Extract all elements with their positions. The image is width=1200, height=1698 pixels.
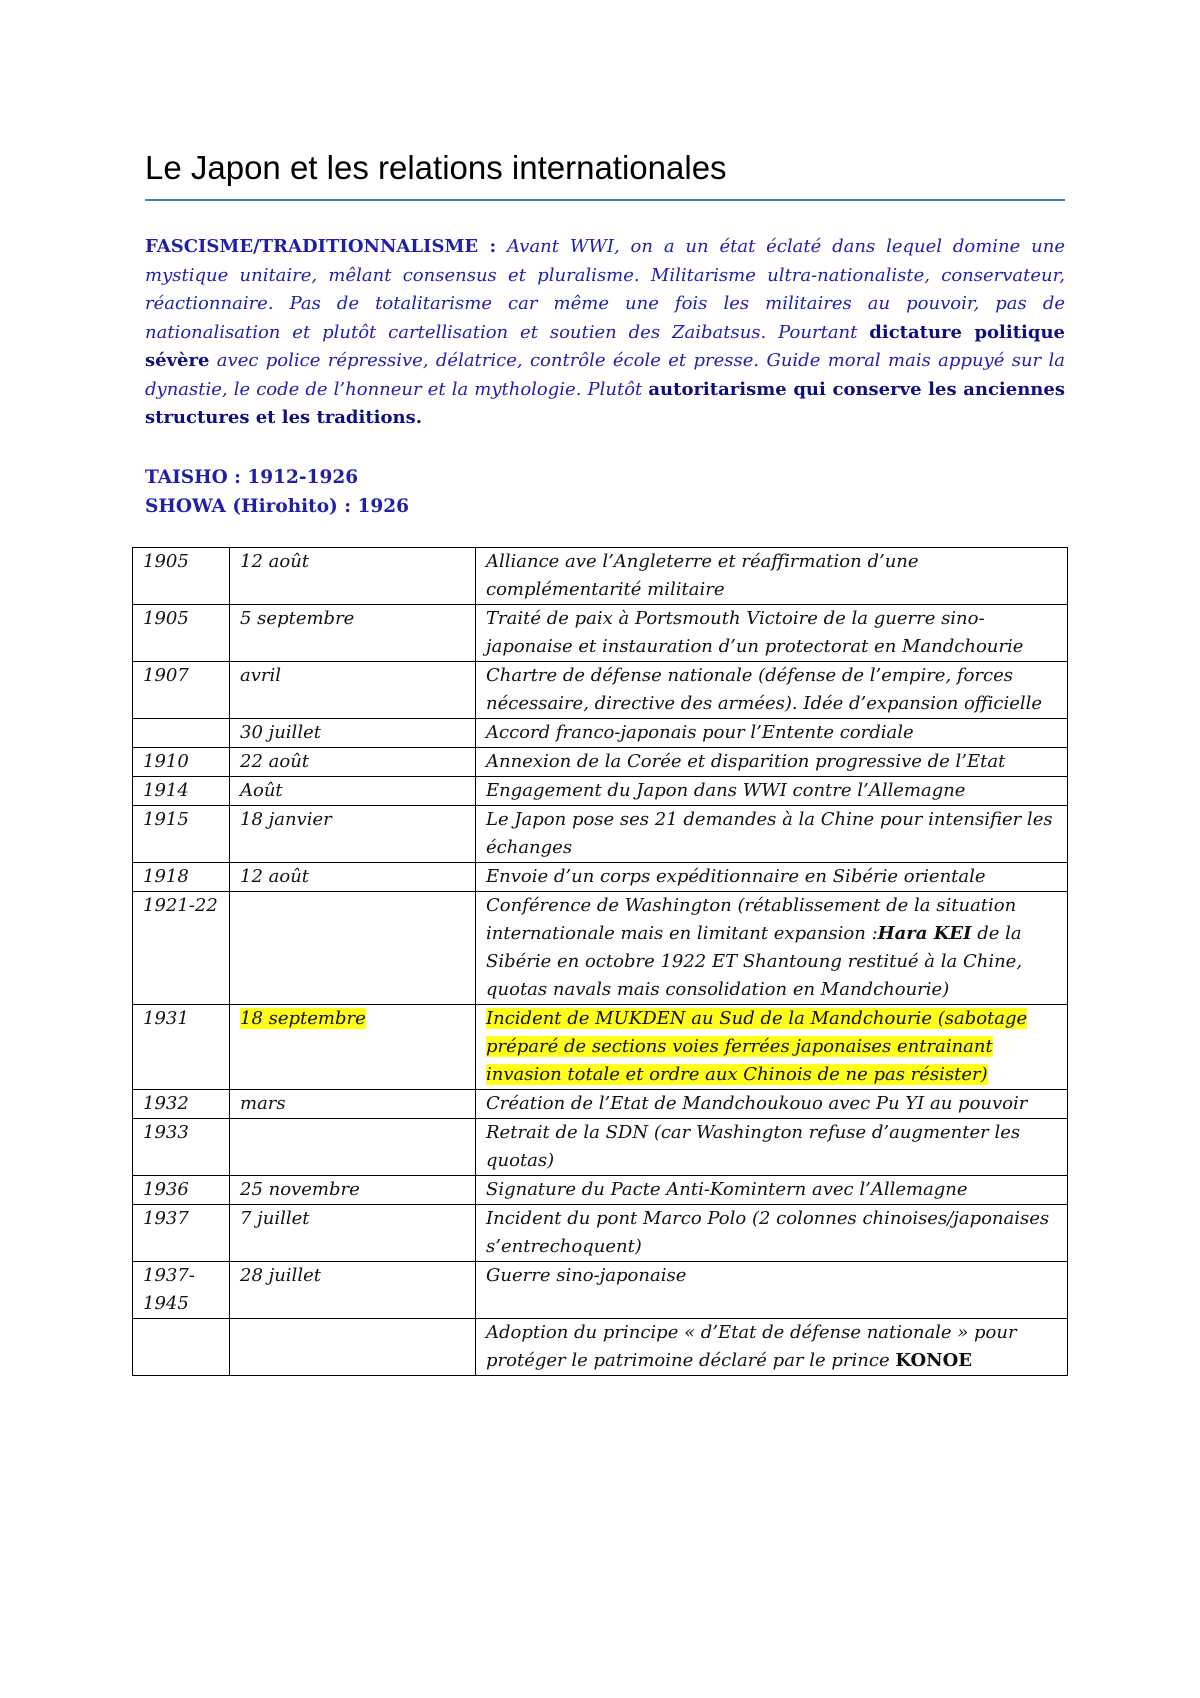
event-cell: Signature du Pacte Anti-Komintern avec l’Allemagne bbox=[476, 1176, 1068, 1205]
event-cell bbox=[476, 892, 1068, 1005]
event-cell bbox=[476, 1005, 1068, 1090]
intro-paragraph bbox=[145, 233, 1065, 433]
year-cell: 1936 bbox=[133, 1176, 230, 1205]
event-cell: Création de l’Etat de Mandchoukouo avec Pu YI au pouvoir bbox=[476, 1090, 1068, 1119]
table-row bbox=[133, 1205, 1068, 1262]
event-text: Adoption du principe « d’Etat de défense nationale » pour protéger le patrimoine déclaré par le prince bbox=[486, 1322, 1017, 1371]
date-cell: 28 juillet bbox=[230, 1262, 476, 1319]
year-cell: 1933 bbox=[133, 1119, 230, 1176]
table-row bbox=[133, 777, 1068, 806]
table-row bbox=[133, 1119, 1068, 1176]
year-cell bbox=[133, 719, 230, 748]
era-showa: SHOWA (Hirohito) : 1926 bbox=[145, 496, 410, 517]
event-cell: Guerre sino-japonaise bbox=[476, 1262, 1068, 1319]
year-cell: 1914 bbox=[133, 777, 230, 806]
date-cell: mars bbox=[230, 1090, 476, 1119]
table-row bbox=[133, 662, 1068, 719]
table-row bbox=[133, 719, 1068, 748]
event-emphasis: KONOE bbox=[895, 1350, 973, 1371]
event-cell: Accord franco-japonais pour l’Entente cordiale bbox=[476, 719, 1068, 748]
era-list bbox=[145, 463, 409, 521]
highlighted-date: 18 septembre bbox=[240, 1008, 366, 1029]
intro-emphasis-2: autoritarisme qui conserve les anciennes structures et les traditions. bbox=[145, 378, 1065, 428]
intro-text-2: avec police répressive, délatrice, contrôle école et presse. Guide moral mais appuyé sur la dynastie, le code de l’honneur et la mythologie. Plutôt bbox=[145, 350, 1065, 400]
timeline-table bbox=[132, 547, 1068, 1376]
date-cell: 30 juillet bbox=[230, 719, 476, 748]
date-cell: 18 janvier bbox=[230, 806, 476, 863]
table-row bbox=[133, 1176, 1068, 1205]
date-cell: avril bbox=[230, 662, 476, 719]
event-cell: Chartre de défense nationale (défense de l’empire, forces nécessaire, directive des armées). Idée d’expansion officielle bbox=[476, 662, 1068, 719]
date-cell bbox=[230, 892, 476, 1005]
date-cell: 12 août bbox=[230, 548, 476, 605]
year-cell: 1905 bbox=[133, 605, 230, 662]
table-row bbox=[133, 1262, 1068, 1319]
event-cell bbox=[476, 1319, 1068, 1376]
date-cell bbox=[230, 1005, 476, 1090]
title-underline bbox=[145, 199, 1065, 201]
table-row bbox=[133, 1319, 1068, 1376]
date-cell: 25 novembre bbox=[230, 1176, 476, 1205]
event-cell: Annexion de la Corée et disparition progressive de l’Etat bbox=[476, 748, 1068, 777]
highlighted-event: Incident de MUKDEN au Sud de la Mandchourie (sabotage préparé de sections voies ferrées japonaises entrainant invasion totale et ordre aux Chinois de ne pas résister) bbox=[486, 1008, 1028, 1085]
event-cell: Traité de paix à Portsmouth Victoire de la guerre sino-japonaise et instauration d’un protectorat en Mandchourie bbox=[476, 605, 1068, 662]
date-cell: Août bbox=[230, 777, 476, 806]
table-row bbox=[133, 1090, 1068, 1119]
year-cell: 1905 bbox=[133, 548, 230, 605]
year-cell bbox=[133, 1319, 230, 1376]
year-cell: 1915 bbox=[133, 806, 230, 863]
intro-text-1: Avant WWI, on a un état éclaté dans lequel domine une mystique unitaire, mêlant consensus et pluralisme. Militarisme ultra-nationaliste, conservateur, réactionnaire. Pas de totalitarisme car même une fois les militaires au pouvoir, pas de nationalisation et plutôt cartellisation et soutien des Zaibatsus. Pourtant bbox=[145, 236, 1066, 343]
event-emphasis: Hara KEI bbox=[877, 923, 972, 944]
event-cell: Le Japon pose ses 21 demandes à la Chine pour intensifier les échanges bbox=[476, 806, 1068, 863]
year-cell: 1931 bbox=[133, 1005, 230, 1090]
table-row bbox=[133, 806, 1068, 863]
year-cell: 1921-22 bbox=[133, 892, 230, 1005]
table-row bbox=[133, 605, 1068, 662]
date-cell: 5 septembre bbox=[230, 605, 476, 662]
era-taisho: TAISHO : 1912-1926 bbox=[145, 467, 359, 488]
date-cell bbox=[230, 1319, 476, 1376]
date-cell: 22 août bbox=[230, 748, 476, 777]
date-cell: 7 juillet bbox=[230, 1205, 476, 1262]
event-cell: Incident du pont Marco Polo (2 colonnes chinoises/japonaises s’entrechoquent) bbox=[476, 1205, 1068, 1262]
year-cell: 1932 bbox=[133, 1090, 230, 1119]
year-cell: 1910 bbox=[133, 748, 230, 777]
year-cell: 1937 bbox=[133, 1205, 230, 1262]
event-cell: Retrait de la SDN (car Washington refuse d’augmenter les quotas) bbox=[476, 1119, 1068, 1176]
table-row bbox=[133, 863, 1068, 892]
event-text: Conférence de Washington (rétablissement de la situation internationale mais en limitant expansion : bbox=[486, 895, 1017, 944]
date-cell: 12 août bbox=[230, 863, 476, 892]
date-cell bbox=[230, 1119, 476, 1176]
intro-lead: FASCISME/TRADITIONNALISME : bbox=[145, 236, 497, 257]
event-cell: Envoie d’un corps expéditionnaire en Sibérie orientale bbox=[476, 863, 1068, 892]
year-cell: 1907 bbox=[133, 662, 230, 719]
table-row bbox=[133, 548, 1068, 605]
year-cell: 1937-1945 bbox=[133, 1262, 230, 1319]
year-cell: 1918 bbox=[133, 863, 230, 892]
table-row bbox=[133, 748, 1068, 777]
page-title: Le Japon et les relations internationales bbox=[145, 149, 727, 186]
event-cell: Engagement du Japon dans WWI contre l’Allemagne bbox=[476, 777, 1068, 806]
table-row bbox=[133, 892, 1068, 1005]
event-cell: Alliance ave l’Angleterre et réaffirmation d’une complémentarité militaire bbox=[476, 548, 1068, 605]
event-text: de la Sibérie en octobre 1922 ET Shantoung restitué à la Chine, quotas navals mais consolidation en Mandchourie) bbox=[486, 923, 1023, 1000]
intro-emphasis-1: dictature politique sévère bbox=[145, 321, 1065, 371]
table-row-highlighted bbox=[133, 1005, 1068, 1090]
